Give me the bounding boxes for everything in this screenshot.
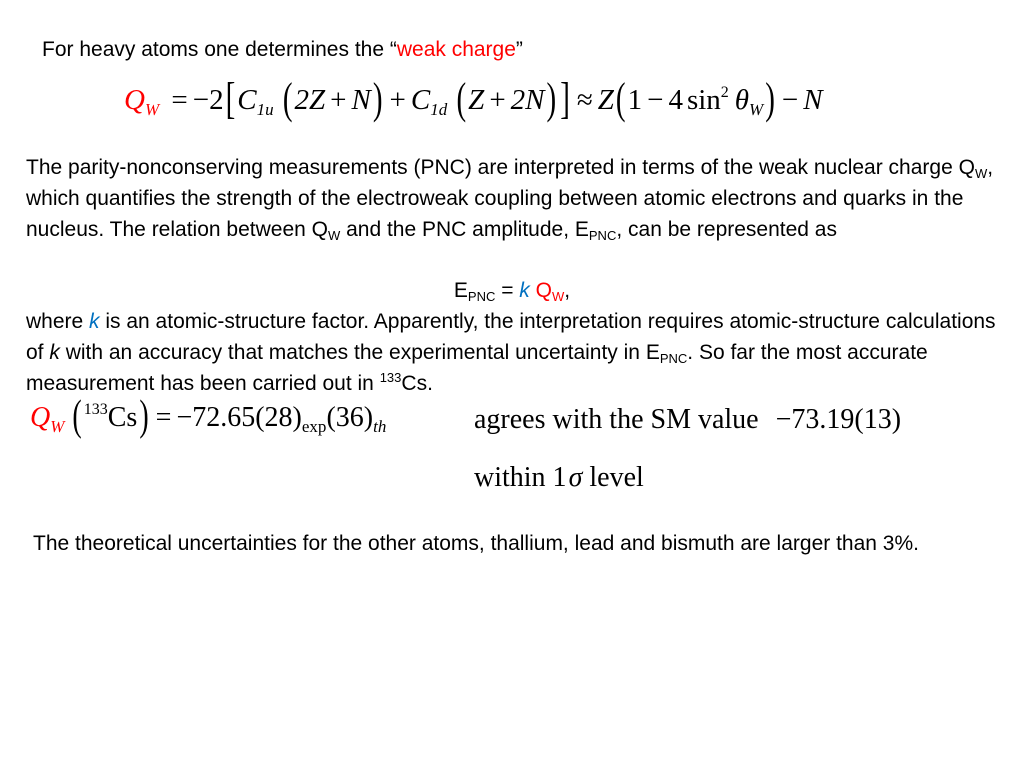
para1-text-4: , can be represented as <box>616 218 837 241</box>
eq1-lparen-3: ( <box>615 74 626 124</box>
eq1-z-1: Z <box>468 84 485 116</box>
eq1-theta-sub: W <box>749 100 764 119</box>
eq1-n-2: N <box>803 84 823 116</box>
para2-text-2: is an atomic-structure factor. Apparently, the interpretation requires atomic-structure calculations of <box>26 310 996 364</box>
eq2-rparen: ) <box>139 392 149 441</box>
theory-uncertainty-paragraph <box>33 528 1013 559</box>
eq1-2z: 2Z <box>294 84 326 116</box>
epnc-comma: , <box>564 279 571 302</box>
eq1-c1u: C <box>237 84 257 116</box>
weak-charge-highlight: weak charge <box>396 38 516 61</box>
eq1-equals: = <box>171 84 188 116</box>
eq1-rparen-2: ) <box>546 74 557 124</box>
eq1-theta: θ <box>734 84 750 116</box>
sigma-symbol: σ <box>568 462 583 493</box>
epnc-k: k <box>519 279 530 302</box>
structure-factor-paragraph <box>26 306 1006 399</box>
epnc-q: Q <box>529 279 552 302</box>
eq1-rparen-1: ) <box>372 74 383 124</box>
eq2-equals: = <box>155 402 172 433</box>
epnc-relation <box>0 275 1024 306</box>
pnc-paragraph <box>26 152 1006 245</box>
para2-sup-133: 133 <box>379 370 402 385</box>
within-level: level <box>582 462 644 493</box>
eq1-n-1: N <box>351 84 371 116</box>
eq2-q: Q <box>30 402 51 433</box>
sm-value: −73.19(13) <box>775 404 902 435</box>
eq2-mass-number: 133 <box>83 401 108 418</box>
eq1-sin: sin <box>686 84 721 116</box>
intro-quote-close: ” <box>515 38 523 61</box>
para2-k-2: k <box>49 341 60 364</box>
para2-sub-1: PNC <box>659 351 688 366</box>
para1-text-3: and the PNC amplitude, E <box>340 218 589 241</box>
eq1-right-bracket: ] <box>560 74 570 124</box>
para1-sub-2: W <box>327 228 341 243</box>
eq2-exp-sub: exp <box>301 417 327 436</box>
eq1-c1d-sub: 1d <box>430 100 448 119</box>
eq1-one: 1 <box>627 84 643 116</box>
eq1-rparen-3: ) <box>765 74 775 124</box>
eq2-cs: Cs <box>107 402 138 433</box>
weak-charge-equation <box>124 74 823 124</box>
para2-text-3: with an accuracy that matches the experimental uncertainty in E <box>59 341 660 364</box>
eq2-lparen: ( <box>72 392 82 441</box>
eq1-minus-n: − <box>781 84 799 116</box>
para3-text: The theoretical uncertainties for the other atoms, thallium, lead and bismuth are larger than 3%. <box>33 532 919 555</box>
para2-k-1: k <box>89 310 100 333</box>
eq1-2n: 2N <box>510 84 545 116</box>
eq2-value: −72.65(28) <box>176 402 302 433</box>
para2-text-4: . So far the most accurate measurement has been carried out in <box>26 341 928 395</box>
cs-weak-charge-equation <box>30 392 387 441</box>
eq1-plus-2: + <box>389 84 406 116</box>
eq1-sin-sq: 2 <box>720 84 729 101</box>
epnc-equals: = <box>495 279 520 302</box>
agree-text: agrees with the SM value <box>474 404 759 435</box>
para1-sub-3: PNC <box>588 228 617 243</box>
within-text: within 1 <box>474 462 567 493</box>
eq1-approx: ≈ <box>576 84 593 116</box>
eq1-plus-3: + <box>489 84 506 116</box>
sm-agreement-text <box>474 404 901 436</box>
para1-text-2: , which quantifies the strength of the electroweak coupling between atomic electrons and quarks in the nucleus. The relation between Q <box>26 156 994 241</box>
eq1-four: 4 <box>668 84 683 116</box>
eq1-minus-4: − <box>647 84 664 116</box>
eq1-left-bracket: [ <box>225 74 236 124</box>
epnc-q-sub: W <box>551 289 565 304</box>
eq1-plus-1: + <box>330 84 347 116</box>
epnc-e: E <box>453 279 468 302</box>
eq1-c1u-sub: 1u <box>256 100 274 119</box>
eq1-q: Q <box>124 84 145 116</box>
intro-line <box>42 34 523 65</box>
para2-text-1: where <box>26 310 90 333</box>
eq1-lparen-1: ( <box>282 74 293 124</box>
epnc-sub: PNC <box>467 289 496 304</box>
sigma-level-text <box>474 462 644 494</box>
para1-sub-1: W <box>974 166 988 181</box>
eq2-th-sub: th <box>373 417 387 436</box>
eq2-q-sub: W <box>50 417 65 436</box>
para1-text-1: The parity-nonconserving measurements (PNC) are interpreted in terms of the weak nuclear charge Q <box>26 156 975 179</box>
eq1-lparen-2: ( <box>456 74 467 124</box>
intro-text: For heavy atoms one determines the “ <box>42 38 397 61</box>
eq1-q-sub: W <box>144 100 160 119</box>
eq1-minus2: −2 <box>192 84 224 116</box>
eq1-c1d: C <box>410 84 431 116</box>
eq2-th-value: (36) <box>326 402 374 433</box>
eq1-z-2: Z <box>597 84 614 116</box>
para2-text-5: Cs. <box>401 372 433 395</box>
